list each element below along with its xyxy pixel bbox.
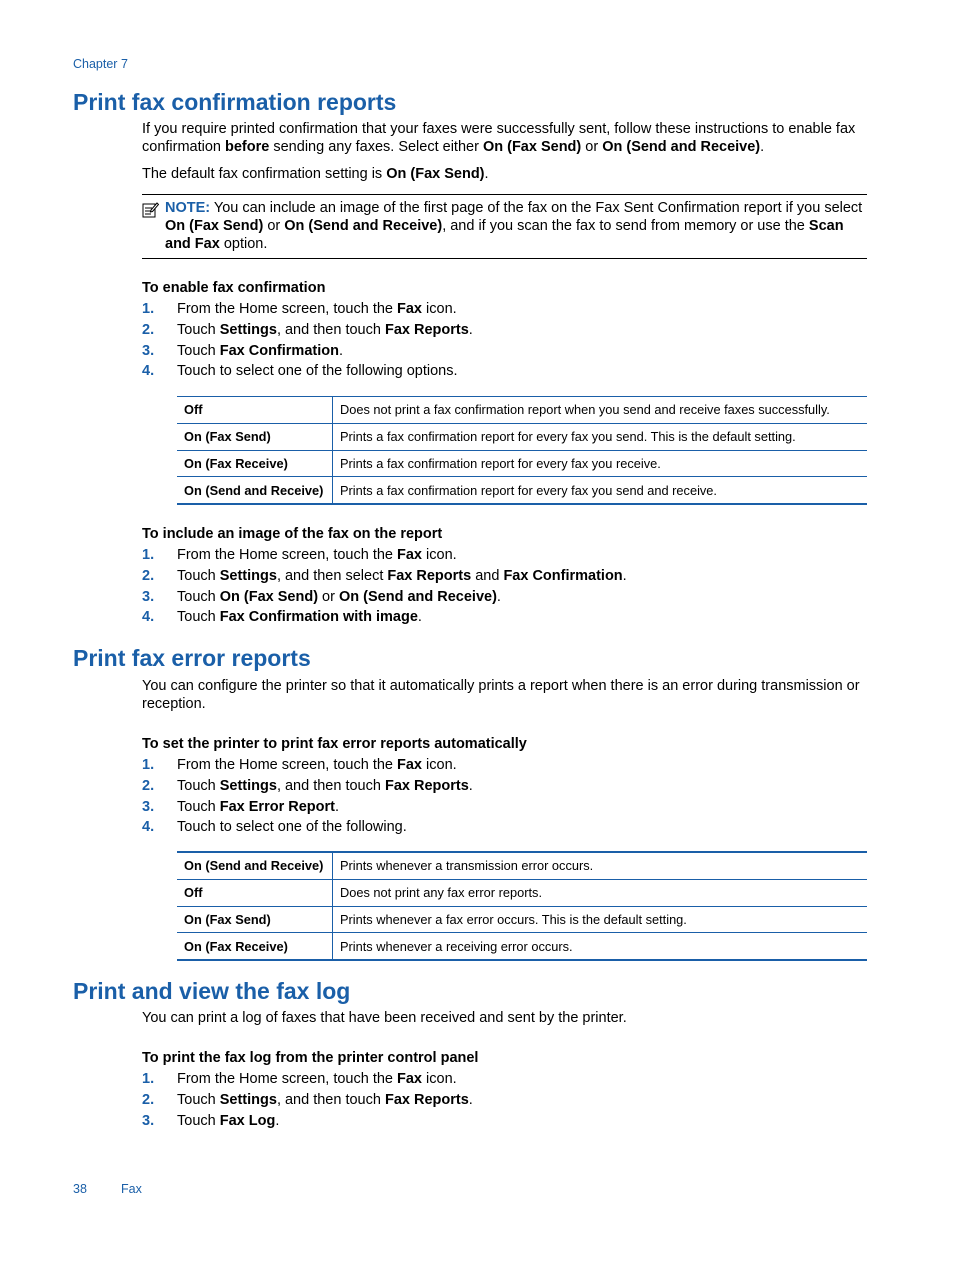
option-name-cell: On (Fax Receive): [177, 933, 333, 960]
text-run: The default fax confirmation setting is: [142, 166, 387, 182]
step-text: [177, 342, 343, 360]
table-row: [177, 477, 867, 504]
table-row: [177, 423, 867, 450]
step-text: [177, 818, 407, 836]
text-run: , and then touch: [276, 777, 385, 794]
bold-term: Fax Confirmation: [219, 342, 339, 359]
option-description-cell: Prints whenever a transmission error occurs.: [333, 852, 868, 879]
footer-section: Fax: [121, 1182, 142, 1196]
text-run: From the Home screen, touch the: [177, 1071, 398, 1087]
text-run: , and if you scan the fax to send from memory or use the: [442, 218, 809, 234]
text-run: or: [581, 139, 603, 155]
step-number: 4.: [142, 819, 155, 836]
text-run: Touch: [177, 1112, 220, 1129]
note-text: [165, 199, 865, 253]
fax-log-intro: You can print a log of faxes that have been received and sent by the printer.: [142, 1010, 627, 1026]
note-label: NOTE:: [165, 200, 211, 216]
bold-term: On (Fax Send): [165, 218, 264, 234]
step-number: 2.: [142, 321, 155, 338]
step-text: [177, 756, 457, 774]
text-run: or: [318, 588, 339, 605]
step-text: [177, 1070, 457, 1088]
procedure-heading-enable-confirmation: To enable fax confirmation: [142, 280, 326, 296]
bold-term: before: [225, 139, 270, 155]
error-options-table: [177, 851, 867, 961]
step-number: 1.: [142, 757, 155, 773]
text-run: Touch: [177, 588, 220, 605]
option-description-cell: Prints a fax confirmation report for every fax you send. This is the default setting.: [333, 423, 868, 450]
step-text: [177, 546, 457, 564]
table-row: [177, 906, 867, 933]
bold-term: Settings: [219, 1091, 277, 1108]
procedure-heading-error-reports: To set the printer to print fax error reports automatically: [142, 736, 527, 752]
option-description-cell: Prints a fax confirmation report for every fax you receive.: [333, 450, 868, 477]
bold-term: Settings: [219, 321, 277, 338]
step-number: 4.: [142, 609, 155, 626]
step-text: [177, 567, 627, 585]
bold-term: On (Send and Receive): [338, 588, 497, 605]
step-number: 3.: [142, 342, 155, 359]
text-run: icon.: [422, 547, 457, 563]
step-text: [177, 300, 457, 318]
text-run: sending any faxes. Select either: [269, 139, 483, 155]
bold-term: Fax Reports: [384, 321, 469, 338]
text-run: Touch: [177, 1091, 220, 1108]
text-run: Touch to select one of the following options.: [177, 363, 458, 380]
note-pencil-icon: [142, 201, 159, 218]
text-run: icon.: [422, 1071, 457, 1087]
table-row: [177, 397, 867, 424]
table-row: [177, 852, 867, 879]
step-number: 3.: [142, 588, 155, 605]
text-run: , and then select: [276, 567, 388, 584]
option-name-cell: On (Send and Receive): [177, 477, 333, 504]
confirmation-intro: [142, 120, 872, 156]
step-text: [177, 321, 473, 339]
text-run: Touch: [177, 321, 220, 338]
text-run: option.: [219, 236, 268, 252]
text-run: .: [484, 166, 489, 182]
bold-term: On (Send and Receive): [602, 139, 761, 155]
text-run: and: [471, 567, 504, 584]
note-content: [165, 200, 862, 252]
option-description-cell: Prints a fax confirmation report for every fax you send and receive.: [333, 477, 868, 504]
text-run: You can include an image of the first page of the fax on the Fax Sent Confirmation report if you select: [210, 200, 863, 216]
bold-term: Fax Confirmation: [503, 567, 623, 584]
text-run: icon.: [422, 757, 457, 773]
error-intro: You can configure the printer so that it automatically prints a report when there is an error during transmission or reception.: [142, 678, 860, 712]
text-run: From the Home screen, touch the: [177, 301, 398, 317]
step-text: [177, 1112, 279, 1130]
option-description-cell: Does not print a fax confirmation report when you send and receive faxes successfully.: [333, 397, 868, 424]
page-number: 38: [73, 1182, 87, 1196]
option-name-cell: Off: [177, 879, 333, 906]
step-text: [177, 798, 339, 816]
bold-term: Settings: [219, 777, 277, 794]
bold-term: Fax Confirmation with image: [219, 609, 418, 626]
text-run: If you require printed confirmation that your faxes were successfully sent, follow these instructions to enable fax confirmation: [142, 121, 856, 155]
step-number: 2.: [142, 1091, 155, 1108]
step-number: 2.: [142, 777, 155, 794]
note-box: [142, 194, 867, 259]
bold-term: Settings: [219, 567, 277, 584]
step-number: 4.: [142, 363, 155, 380]
table-row: [177, 933, 867, 960]
table-row: [177, 879, 867, 906]
step-number: 3.: [142, 1112, 155, 1129]
text-run: .: [468, 1091, 473, 1108]
text-run: .: [760, 139, 765, 155]
section-title-fax-error: Print fax error reports: [73, 645, 311, 671]
step-text: [177, 362, 458, 380]
bold-term: Fax Reports: [384, 1091, 469, 1108]
text-run: Touch to select one of the following.: [177, 819, 407, 836]
option-name-cell: On (Fax Receive): [177, 450, 333, 477]
text-run: .: [417, 609, 422, 626]
option-name-cell: On (Fax Send): [177, 906, 333, 933]
bold-term: Fax: [397, 547, 423, 563]
option-name-cell: On (Send and Receive): [177, 852, 333, 879]
confirmation-options-table: [177, 396, 867, 505]
text-run: Touch: [177, 567, 220, 584]
chapter-label: Chapter 7: [73, 57, 128, 71]
step-number: 2.: [142, 567, 155, 584]
step-number: 3.: [142, 798, 155, 815]
text-run: .: [496, 588, 501, 605]
bold-term: On (Send and Receive): [284, 218, 443, 234]
text-run: .: [334, 798, 339, 815]
step-number: 1.: [142, 547, 155, 563]
step-text: [177, 588, 501, 606]
text-run: .: [275, 1112, 280, 1129]
step-text: [177, 608, 422, 626]
step-text: [177, 777, 473, 795]
step-number: 1.: [142, 1071, 155, 1087]
text-run: or: [263, 218, 285, 234]
bold-term: Fax: [397, 1071, 423, 1087]
step-number: 1.: [142, 301, 155, 317]
option-name-cell: Off: [177, 397, 333, 424]
option-name-cell: On (Fax Send): [177, 423, 333, 450]
option-description-cell: Prints whenever a receiving error occurs.: [333, 933, 868, 960]
bold-term: Fax: [397, 757, 423, 773]
procedure-heading-include-image: To include an image of the fax on the report: [142, 526, 443, 542]
procedure-heading-fax-log: To print the fax log from the printer control panel: [142, 1050, 479, 1066]
bold-term: Fax Error Report: [219, 798, 335, 815]
text-run: Touch: [177, 342, 220, 359]
bold-term: Fax: [397, 301, 423, 317]
step-text: [177, 1091, 473, 1109]
bold-term: Fax Log: [219, 1112, 276, 1129]
text-run: Touch: [177, 798, 220, 815]
bold-term: Fax Reports: [384, 777, 469, 794]
option-description-cell: Does not print any fax error reports.: [333, 879, 868, 906]
text-run: .: [468, 321, 473, 338]
section-title-fax-log: Print and view the fax log: [73, 978, 351, 1004]
section-title-fax-confirmation: Print fax confirmation reports: [73, 89, 397, 115]
text-run: , and then touch: [276, 321, 385, 338]
bold-term: Scan and Fax: [165, 218, 844, 252]
text-run: Touch: [177, 609, 220, 626]
text-run: icon.: [422, 301, 457, 317]
option-description-cell: Prints whenever a fax error occurs. This is the default setting.: [333, 906, 868, 933]
table-row: [177, 450, 867, 477]
text-run: From the Home screen, touch the: [177, 547, 398, 563]
text-run: , and then touch: [276, 1091, 385, 1108]
text-run: .: [338, 342, 343, 359]
text-run: .: [622, 567, 627, 584]
text-run: .: [468, 777, 473, 794]
text-run: From the Home screen, touch the: [177, 757, 398, 773]
bold-term: On (Fax Send): [386, 166, 485, 182]
default-setting-text: [142, 165, 872, 183]
bold-term: On (Fax Send): [219, 588, 319, 605]
bold-term: On (Fax Send): [482, 139, 582, 155]
bold-term: Fax Reports: [387, 567, 472, 584]
text-run: Touch: [177, 777, 220, 794]
